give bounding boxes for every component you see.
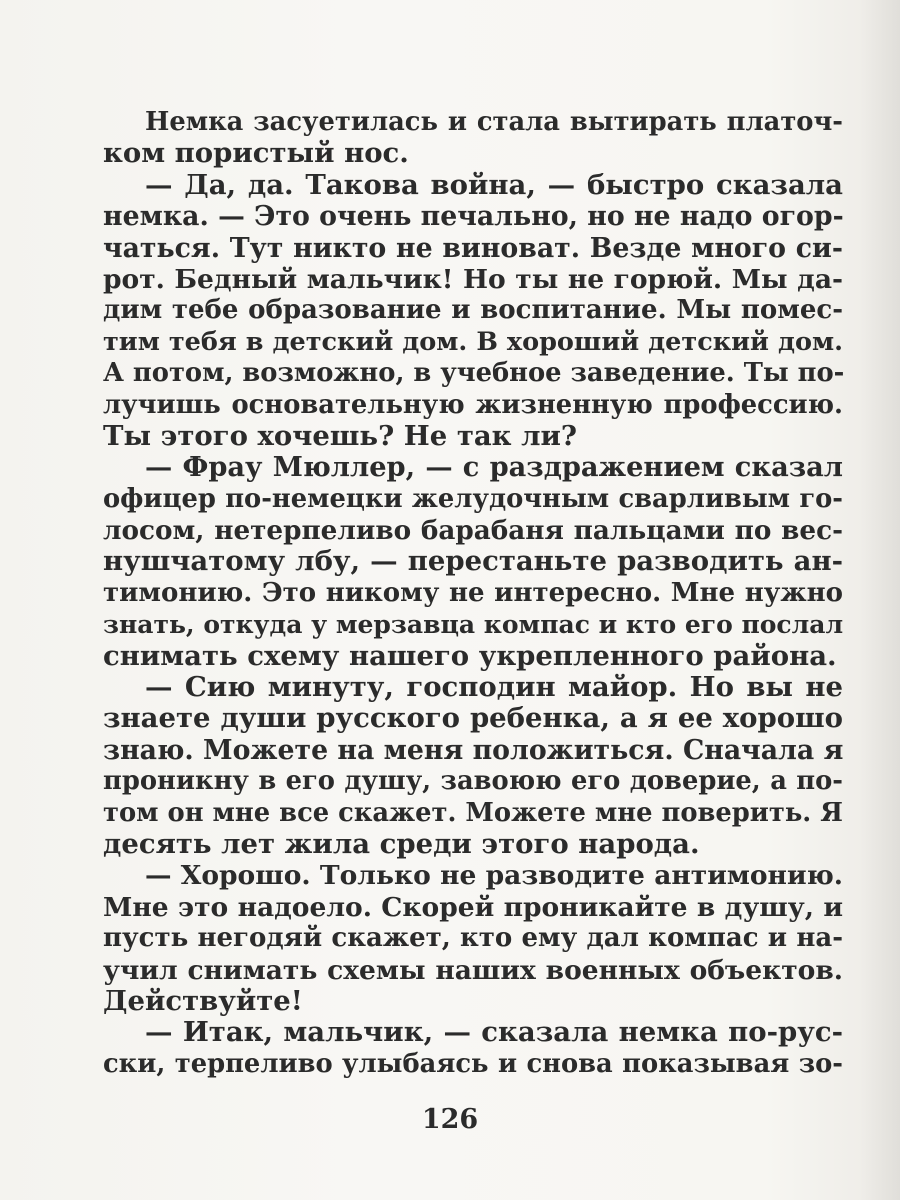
text-line: знать, откуда у мерзавца компас и кто его послал (103, 610, 844, 640)
text-line: лучишь основательную жизненную профессию. (103, 389, 843, 420)
text-line: том он мне все скажет. Можете мне поверить. Я (103, 797, 843, 828)
text-line: А потом, возможно, в учебное заведение. Ты по- (103, 358, 845, 389)
text-line: ски, терпеливо улыбаясь и снова показывая зо- (103, 1048, 843, 1079)
text-line: немка. — Это очень печально, но не надо огор- (103, 201, 844, 233)
text-line: Мне это надоело. Скорей проникайте в душу, и (103, 891, 843, 923)
text-line: знаю. Можете на меня положиться. Сначала я (103, 734, 844, 766)
text-line: знаете души русского ребенка, а я ее хорошо (103, 702, 843, 735)
text-line: Ты этого хочешь? Не так ли? (103, 419, 578, 452)
text-line: лосом, нетерпеливо барабаня пальцами по вес- (103, 515, 843, 547)
text-line: чаться. Тут никто не виноват. Везде много си- (103, 232, 843, 264)
text-line: — Итак, мальчик, — сказала немка по-рус- (145, 1016, 843, 1049)
page-edge-shadow (860, 0, 900, 1200)
body-text (103, 107, 843, 1080)
text-line: рот. Бедный мальчик! Но ты не горюй. Мы да- (103, 263, 843, 295)
text-line: пусть негодяй скажет, кто ему дал компас и на- (103, 923, 843, 954)
text-line: нушчатому лбу, — перестаньте разводить ан- (103, 545, 843, 578)
text-line: — Хорошо. Только не разводите антимонию. (145, 860, 843, 892)
text-line: Действуйте! (103, 984, 303, 1017)
text-line: офицер по-немецки желудочным сварливым го- (103, 483, 843, 514)
text-line: тимонию. Это никому не интересно. Мне нужно (103, 577, 843, 608)
text-line: десять лет жила среди этого народа. (103, 827, 700, 860)
text-line: ком пористый нос. (103, 137, 409, 170)
text-line: дим тебе образование и воспитание. Мы помес- (103, 295, 843, 326)
text-line: снимать схему нашего укрепленного района. (103, 639, 837, 672)
text-line: — Сию минуту, господин майор. Но вы не (145, 671, 843, 704)
text-line: проникну в его душу, завоюю его доверие, а по- (103, 766, 843, 797)
text-line: учил снимать схемы наших военных объектов. (103, 954, 843, 986)
text-line: — Да, да. Такова война, — быстро сказала (145, 168, 843, 201)
text-line: — Фрау Мюллер, — с раздражением сказал (145, 451, 843, 484)
text-line: тим тебя в детский дом. В хороший детский дом. (103, 326, 843, 357)
text-line: Немка засуетилась и стала вытирать платоч- (145, 107, 843, 137)
page-number: 126 (421, 1104, 479, 1135)
